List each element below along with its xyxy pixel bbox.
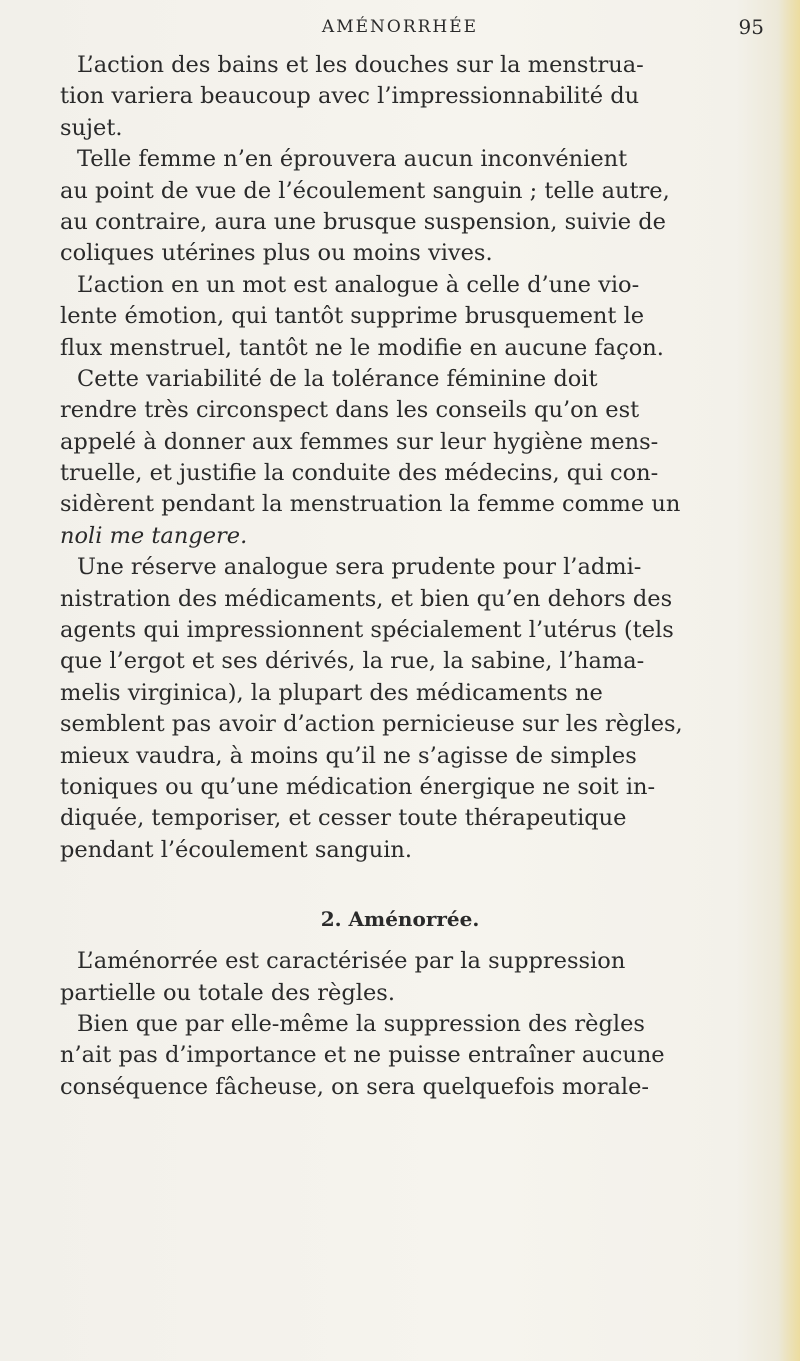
text-line: rendre très circonspect dans les conseils qu’on est bbox=[60, 397, 640, 424]
paragraph bbox=[60, 364, 780, 552]
text-line: au point de vue de l’écoulement sanguin ; telle autre, bbox=[60, 177, 670, 204]
text-line: tion variera beaucoup avec l’impressionnabilité du bbox=[60, 83, 640, 110]
text-line: flux menstruel, tantôt ne le modifie en aucune façon. bbox=[60, 334, 664, 361]
paragraph bbox=[60, 270, 780, 364]
text-line: toniques ou qu’une médication énergique ne soit in- bbox=[60, 773, 656, 800]
text-line: n’ait pas d’importance et ne puisse entraîner aucune bbox=[60, 1042, 665, 1069]
text-line: melis virginica), la plupart des médicaments ne bbox=[60, 679, 603, 706]
text-line: Une réserve analogue sera prudente pour l’admi- bbox=[77, 554, 642, 581]
text-line: Cette variabilité de la tolérance féminine doit bbox=[77, 365, 598, 392]
section-spacer bbox=[60, 866, 780, 902]
body-text bbox=[60, 50, 780, 1103]
paragraph bbox=[60, 50, 780, 144]
text-line: Telle femme n’en éprouvera aucun inconvénient bbox=[77, 146, 628, 173]
paragraph bbox=[60, 946, 780, 1009]
page-header bbox=[0, 12, 800, 42]
text-line: truelle, et justifie la conduite des médecins, qui con- bbox=[60, 460, 659, 487]
text-line: nistration des médicaments, et bien qu’en dehors des bbox=[60, 585, 673, 612]
text-line: L’action des bains et les douches sur la menstrua- bbox=[77, 52, 644, 78]
text-line: mieux vaudra, à moins qu’il ne s’agisse de simples bbox=[60, 742, 637, 769]
paragraph bbox=[60, 1009, 780, 1103]
section-heading: 2. Aménorrée. bbox=[320, 907, 480, 932]
text-line: agents qui impressionnent spécialement l’utérus (tels bbox=[60, 617, 674, 644]
text-line: conséquence fâcheuse, on sera quelquefois morale- bbox=[60, 1073, 649, 1100]
latin-phrase: noli me tangere. bbox=[60, 522, 248, 549]
text-line: partielle ou totale des règles. bbox=[60, 979, 395, 1006]
text-line: sujet. bbox=[60, 114, 123, 141]
text-line: Bien que par elle-même la suppression des règles bbox=[77, 1010, 645, 1037]
text-line: lente émotion, qui tantôt supprime brusquement le bbox=[60, 303, 645, 330]
text-line: pendant l’écoulement sanguin. bbox=[60, 836, 413, 863]
page-number: 95 bbox=[738, 15, 764, 39]
paragraph bbox=[60, 144, 780, 270]
page-edge-stain bbox=[778, 0, 800, 1361]
text-line: au contraire, aura une brusque suspension, suivie de bbox=[60, 208, 666, 235]
text-line: semblent pas avoir d’action pernicieuse sur les règles, bbox=[60, 711, 683, 738]
text-line: coliques utérines plus ou moins vives. bbox=[60, 240, 493, 267]
text-line: que l’ergot et ses dérivés, la rue, la sabine, l’hama- bbox=[60, 648, 645, 675]
text-line: appelé à donner aux femmes sur leur hygiène mens- bbox=[60, 428, 659, 455]
running-head: AMÉNORRHÉE bbox=[321, 17, 479, 37]
text-line: sidèrent pendant la menstruation la femme comme un bbox=[60, 491, 681, 518]
paragraph bbox=[60, 552, 780, 866]
text-line: L’aménorrée est caractérisée par la suppression bbox=[77, 948, 626, 975]
heading-spacer bbox=[60, 936, 780, 946]
text-line: diquée, temporiser, et cesser toute thérapeutique bbox=[60, 805, 627, 832]
text-line: L’action en un mot est analogue à celle d’une vio- bbox=[77, 271, 640, 298]
